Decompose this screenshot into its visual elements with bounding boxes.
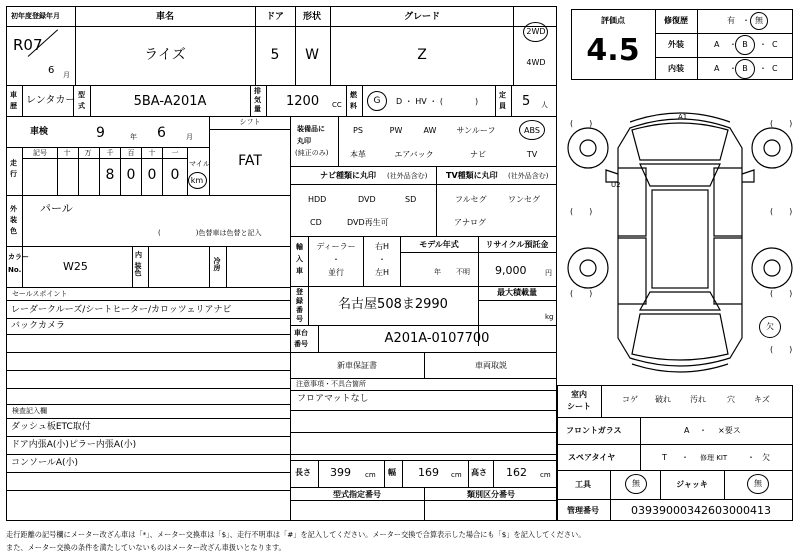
- steering-dot: ・: [378, 255, 386, 264]
- recycle-value: 9,000: [495, 264, 527, 277]
- fuel-g: G: [373, 96, 381, 106]
- equip-pw: PW: [389, 126, 403, 135]
- max-load-label: 最大積載量: [497, 288, 537, 297]
- chassis-label1: 車台: [294, 329, 308, 337]
- usage-label-top: 車: [10, 91, 17, 99]
- score-label: 評価点: [601, 16, 625, 25]
- windshield-dot: ・: [699, 426, 707, 435]
- steering-left: 左H: [374, 268, 390, 277]
- equip-sunroof: サンルーフ: [456, 126, 496, 135]
- mileage-header: 十: [63, 149, 71, 157]
- shift-label: シフト: [239, 118, 261, 126]
- inspector-line: ドア内張A(小)ピラー内張A(小): [11, 440, 137, 450]
- interior-sheet-label2: シート: [567, 402, 591, 411]
- length-unit: cm: [365, 471, 376, 479]
- ext-label2: 装: [10, 216, 17, 224]
- equip-tv: TV: [526, 150, 538, 159]
- diagram-brace: ( ): [770, 119, 793, 128]
- int-grade-c: C: [772, 64, 778, 73]
- ext-grade-c: C: [772, 40, 778, 49]
- model-year-year: 年: [434, 268, 441, 276]
- inspection-month: 6: [157, 125, 166, 141]
- reg-month: 6: [48, 65, 55, 76]
- fuel-rest: D ・ HV ・ ( ): [396, 97, 479, 106]
- fuel-label-top: 燃: [350, 91, 357, 99]
- footer-line1: 走行距離の記号欄にメーター改ざん車は「*」、メーター交換車は「$」、走行不明車は「#」を記入してください。メーター交換で合算表示した場合にも「$」を記入してください。: [6, 530, 586, 539]
- equip-ps: PS: [353, 126, 363, 135]
- plate-label3: 番: [296, 306, 303, 314]
- int-grade-dot: ・: [759, 64, 767, 73]
- steering-right: 右H: [374, 242, 390, 251]
- jack-label: ジャッキ: [676, 480, 708, 489]
- length-label: 長さ: [295, 468, 311, 477]
- model-year-label: モデル年式: [419, 240, 459, 249]
- max-load-unit: kg: [545, 313, 554, 321]
- spare-missing: 欠: [762, 453, 770, 462]
- navi-dvd-play: DVD再生可: [347, 218, 389, 227]
- equip-leather: 本革: [350, 150, 366, 159]
- mileage-digit: 0: [147, 167, 157, 183]
- shape-value: W: [305, 47, 319, 63]
- int-grade-a: A: [714, 64, 720, 73]
- diagram-brace: ( ): [570, 119, 593, 128]
- disp-unit: CC: [332, 101, 342, 109]
- chassis-value: A201A-0107700: [384, 331, 490, 346]
- reg-label: 初年度登録年月: [11, 12, 60, 20]
- plate-label4: 号: [296, 315, 303, 323]
- mileage-header: 十: [148, 149, 156, 157]
- door-label: ドア: [266, 12, 284, 22]
- jack-value: 無: [754, 479, 762, 488]
- diagram-brace: ( ): [570, 207, 593, 216]
- mileage-header: 千: [106, 149, 114, 157]
- car-name-value: ライズ: [144, 47, 186, 63]
- plate-label2: 録: [296, 297, 303, 305]
- color-no-label1: カラー: [8, 253, 29, 261]
- model-label-bottom: 式: [78, 102, 85, 110]
- model-year-unknown: 不明: [456, 268, 470, 276]
- recycle-unit: 円: [545, 269, 552, 277]
- height-value: 162: [506, 466, 527, 479]
- spare-t: T: [662, 453, 667, 462]
- mileage-header: 記号: [33, 149, 47, 157]
- disp-label2: 気: [254, 96, 261, 104]
- score-value: 4.5: [586, 33, 640, 68]
- footer-line2: また、メーター交換の条件を満たしていないものはメーター改ざん車扱いとなります。: [6, 543, 286, 552]
- diagram-brace: ( ): [770, 289, 793, 298]
- fuel-label-bottom: 料: [350, 102, 357, 110]
- door-value: 5: [270, 47, 280, 63]
- ext-grade-dot: ・: [759, 40, 767, 49]
- import-dealer: ディーラー: [316, 242, 356, 251]
- usage-label-bottom: 歴: [10, 102, 17, 110]
- car-name-label: 車名: [155, 12, 175, 22]
- tv-fullseg: フルセグ: [455, 195, 487, 204]
- height-label: 高さ: [471, 468, 487, 477]
- interior-sheet-item: 破れ: [655, 395, 671, 404]
- inspection-year-unit: 年: [130, 133, 137, 141]
- notes-label: 注意事項・不具合箇所: [296, 380, 366, 388]
- recycle-label: リサイクル預託金: [485, 240, 549, 249]
- reg-month-unit: 月: [63, 71, 70, 79]
- mileage-digit: 0: [126, 167, 136, 183]
- windshield-a: A: [684, 426, 690, 435]
- mgmt-label: 管理番号: [567, 506, 599, 515]
- windshield-x: ×要ス: [718, 426, 741, 435]
- equip-navi: ナビ: [470, 150, 486, 159]
- cap-value: 5: [522, 94, 531, 109]
- type-number-label: 型式指定番号: [333, 490, 381, 499]
- equip-label3: (純正のみ): [295, 149, 329, 157]
- selling-point-line: レーダークルーズ/シートヒーター/カロッツェリアナビ: [11, 305, 232, 315]
- equip-abs: ABS: [524, 126, 540, 135]
- inspection-year: 9: [96, 125, 105, 141]
- mileage-digit: 8: [105, 167, 115, 183]
- height-unit: cm: [540, 471, 551, 479]
- repair-no: 無: [755, 16, 763, 25]
- ext-value: パール: [40, 202, 73, 215]
- navi-sd: SD: [405, 195, 417, 204]
- tools-value: 無: [632, 479, 640, 488]
- chassis-label2: 番号: [294, 340, 308, 348]
- warranty-new-car: 新車保証書: [337, 361, 377, 370]
- diagram-u2: U2: [611, 181, 621, 189]
- disp-label3: 量: [254, 105, 261, 113]
- ext-grade-a: A: [714, 40, 720, 49]
- repair-dot: ・: [742, 16, 750, 25]
- navi-sub: (社外品含む): [387, 172, 428, 180]
- repair-yes: 有: [727, 16, 735, 25]
- mileage-digit: 0: [170, 167, 180, 183]
- mileage-label-top: 走: [10, 159, 17, 167]
- int-color-label1: 内: [135, 251, 142, 259]
- mgmt-value: 03939000342603000413: [631, 504, 771, 517]
- plate-label1: 登: [296, 288, 303, 296]
- cap-label-top: 定: [499, 91, 506, 99]
- color-no-label2: No.: [8, 266, 22, 274]
- inspector-line: ダッシュ板ETC取付: [11, 422, 91, 432]
- spare-kit: 修理 KIT: [700, 454, 728, 462]
- inspection-label: 車検: [30, 127, 49, 137]
- tv-analog: アナログ: [454, 218, 486, 227]
- ext-grade-b: B: [742, 40, 748, 49]
- disp-value: 1200: [286, 94, 320, 109]
- spare-dot: ・: [681, 453, 689, 462]
- cap-label-bottom: 員: [499, 102, 506, 110]
- model-value: 5BA-A201A: [133, 94, 207, 109]
- shape-label: 形状: [302, 12, 322, 22]
- spare-label: スペアタイヤ: [568, 453, 616, 462]
- inspection-month-unit: 月: [186, 133, 193, 141]
- ext-grade-label: 外装: [668, 40, 684, 49]
- tv-oneseg: ワンセグ: [508, 195, 540, 204]
- equip-aw: AW: [423, 126, 437, 135]
- equip-airbag: エアバック: [394, 150, 434, 159]
- color-no-value: W25: [63, 260, 88, 273]
- interior-sheet-item: キズ: [754, 395, 770, 404]
- interior-sheet-item: 穴: [727, 395, 735, 404]
- car-damage-diagram: [560, 108, 800, 378]
- int-color-label2: 装色: [134, 262, 142, 276]
- model-label-top: 型: [78, 91, 85, 99]
- class-number-label: 類別区分番号: [467, 490, 515, 499]
- import-label2: 入: [296, 255, 303, 263]
- plate-value: 名古屋508ま2990: [338, 297, 448, 312]
- navi-dvd: DVD: [358, 195, 376, 204]
- width-value: 169: [418, 466, 439, 479]
- diagram-brace: ( ): [570, 289, 593, 298]
- interior-sheet-item: 汚れ: [690, 395, 706, 404]
- grade-value: Z: [417, 47, 427, 63]
- int-grade-dot: ・: [729, 64, 737, 73]
- drive-4wd: 4WD: [526, 58, 546, 67]
- grade-label: グレード: [403, 12, 441, 22]
- diagram-a1: A1: [678, 113, 688, 121]
- navi-label: ナビ種類に丸印: [320, 171, 376, 180]
- selling-point-line: バックカメラ: [11, 321, 66, 331]
- ac-label: 冷房: [213, 257, 221, 271]
- drive-2wd: 2WD: [526, 27, 546, 36]
- equip-label2: 丸印: [297, 137, 311, 145]
- disp-label1: 排: [254, 87, 261, 95]
- width-unit: cm: [451, 471, 462, 479]
- selling-points-label: セールスポイント: [12, 290, 68, 298]
- int-grade-b: B: [742, 64, 748, 73]
- usage-value: レンタカー: [26, 95, 76, 106]
- int-grade-label: 内装: [668, 64, 684, 73]
- windshield-label: フロントガラス: [566, 426, 622, 435]
- import-parallel: 並行: [328, 268, 344, 277]
- length-value: 399: [330, 466, 351, 479]
- ext-note: ( )色替車は色替と記入: [158, 229, 262, 237]
- diagram-missing: 欠: [766, 322, 774, 331]
- warranty-manual: 車両取説: [475, 361, 507, 370]
- notes-value: フロアマットなし: [297, 394, 369, 404]
- diagram-brace: ( ): [770, 345, 793, 354]
- shift-value: FAT: [238, 153, 262, 169]
- mileage-mile: マイル: [189, 160, 210, 168]
- tv-sub: (社外品含む): [508, 172, 549, 180]
- inspector-line: コンソールA(小): [11, 458, 78, 468]
- navi-cd: CD: [310, 218, 322, 227]
- ext-label3: 色: [10, 227, 17, 235]
- import-dot: ・: [332, 255, 340, 264]
- equip-label1: 装備品に: [297, 125, 325, 133]
- ext-grade-dot: ・: [729, 40, 737, 49]
- tv-label: TV種類に丸印: [446, 171, 498, 180]
- import-label3: 車: [296, 267, 303, 275]
- ext-label1: 外: [10, 205, 17, 213]
- repair-label: 修復歴: [664, 16, 688, 25]
- mileage-km: km: [190, 176, 204, 185]
- interior-sheet-label1: 室内: [571, 390, 587, 399]
- import-label1: 輸: [296, 243, 303, 251]
- interior-sheet-item: コゲ: [622, 395, 638, 404]
- mileage-header: 万: [84, 149, 92, 157]
- inspector-label: 検査記入欄: [12, 407, 47, 415]
- spare-dot2: ・: [747, 453, 755, 462]
- mileage-label-bottom: 行: [10, 170, 17, 178]
- cap-unit: 人: [541, 101, 548, 109]
- navi-hdd: HDD: [308, 195, 327, 204]
- diagram-brace: ( ): [770, 207, 793, 216]
- width-label: 幅: [388, 468, 396, 477]
- mileage-header: 百: [127, 149, 135, 157]
- reg-era-year: R07: [13, 36, 43, 54]
- mileage-header: 一: [171, 149, 179, 157]
- tools-label: 工具: [575, 480, 591, 489]
